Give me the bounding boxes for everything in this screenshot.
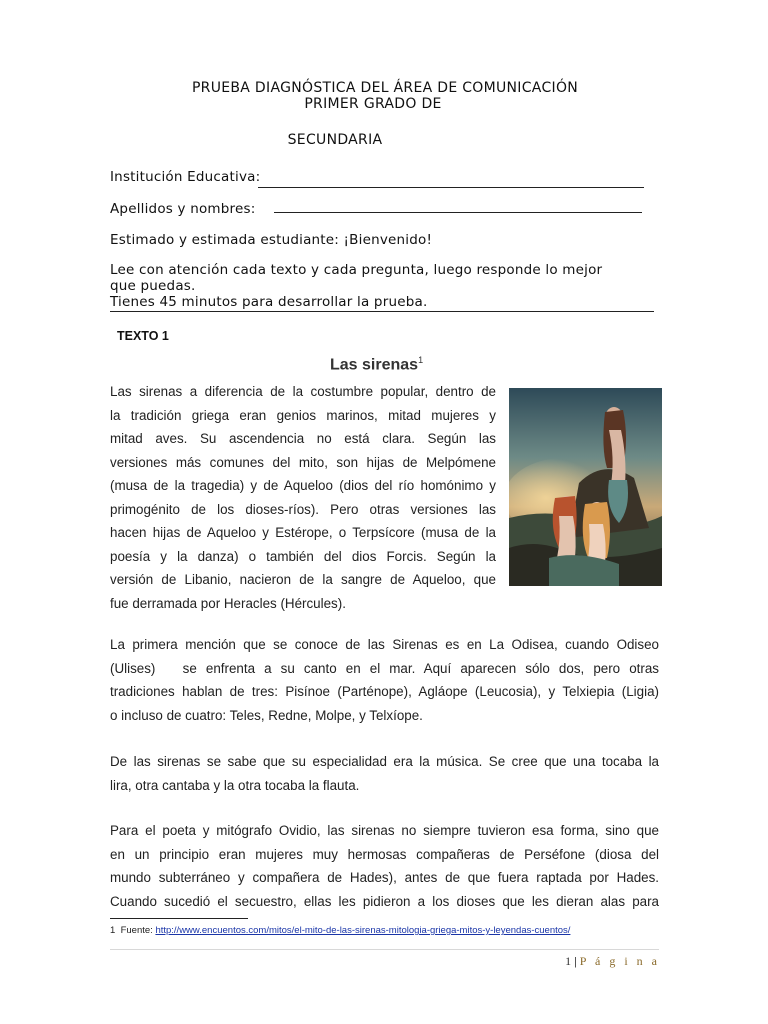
p2-line: La primera mención que se conoce de las Sirenas es en La Odisea, cuando Odiseo — [110, 637, 659, 652]
apellidos-line[interactable] — [274, 212, 642, 213]
title-line-1: PRUEBA DIAGNÓSTICA DEL ÁREA DE COMUNICACIÓN — [191, 80, 579, 96]
p4-line: en un principio eran mujeres muy hermosas compañeras de Perséfone (diosa del — [110, 846, 659, 862]
paragraph-4 — [110, 819, 659, 913]
p1-line: (musa de la tragedia) y de Aqueloo (dios del río homónimo y — [110, 478, 496, 493]
p2-line: tradiciones hablan de tres: Pisínoe (Parténope), Agláope (Leucosia), y Telxiepia (Ligia) — [110, 684, 659, 699]
instruction-underline — [110, 311, 654, 312]
p1-line: poesía y la danza) o también del dios Forcis. Según la — [110, 548, 496, 564]
title-line-2: PRIMER GRADO DE — [304, 96, 442, 112]
title-line-3: SECUNDARIA — [287, 132, 383, 148]
p4-line: Cuando sucedió el secuestro, ellas les pidieron a los dioses que les dieran alas para — [110, 893, 659, 909]
greeting-text: Estimado y estimada estudiante: ¡Bienvenido! — [110, 232, 433, 248]
p2-line: (Ulises) se enfrenta a su canto en el mar. Aquí aparecen sólo dos, pero otras — [110, 660, 659, 676]
footnote-separator — [110, 918, 248, 919]
p1-line: hacen hijas de Aqueloo y Estérope, o Terpsícore (musa de la — [110, 525, 496, 540]
page-number-separator: | — [574, 954, 577, 968]
apellidos-label: Apellidos y nombres: — [110, 201, 256, 217]
sirenas-image — [509, 388, 662, 586]
p1-line: primogénito de los dioses-ríos). Pero otras versiones las — [110, 501, 496, 517]
texto-label: TEXTO 1 — [117, 329, 169, 343]
texto-title-text: Las sirenas — [330, 356, 419, 374]
paragraph-3 — [110, 750, 659, 797]
p1-line: versión de Libanio, nacieron de la sangre de Aqueloo, que — [110, 572, 496, 587]
page-label: P á g i n a — [579, 954, 660, 968]
p4-line: Para el poeta y mitógrafo Ovidio, las sirenas no siempre tuvieron esa forma, sino que — [110, 823, 659, 838]
p2-line: o incluso de cuatro: Teles, Redne, Molpe, y Telxíope. — [110, 707, 423, 723]
p1-line: fue derramada por Heracles (Hércules). — [110, 595, 346, 611]
footer-separator — [110, 949, 659, 950]
p3-line: lira, otra cantaba y la otra tocaba la flauta. — [110, 777, 360, 793]
instruction-line-2: que puedas. — [110, 278, 196, 294]
footnote-number: 1 — [110, 925, 116, 936]
paragraph-2 — [110, 633, 659, 727]
instruction-line-1: Lee con atención cada texto y cada pregunta, luego responde lo mejor — [110, 262, 603, 278]
footnote-prefix: Fuente: — [120, 925, 153, 936]
p1-line: la tradición griega eran genios marinos, mitad mujeres y — [110, 407, 496, 423]
p4-line: mundo subterráneo y compañera de Hades), antes de que fuera raptada por Hades. — [110, 870, 659, 885]
paragraph-1 — [110, 380, 496, 615]
page-number-value: 1 — [565, 954, 572, 968]
footnote — [110, 925, 570, 936]
texto-title — [330, 355, 423, 374]
footnote-ref: 1 — [418, 355, 424, 365]
p1-line: mitad aves. Su ascendencia no está clara. Según las — [110, 431, 496, 446]
footnote-link[interactable]: http://www.encuentos.com/mitos/el-mito-de-las-sirenas-mitologia-griega-mitos-y-leyendas-cuentos/ — [155, 925, 571, 936]
p1-line: versiones más comunes del mito, son hijas de Melpómene — [110, 454, 496, 470]
sirenas-illustration-svg — [509, 388, 662, 586]
page-number — [560, 954, 660, 969]
p1-line: Las sirenas a diferencia de la costumbre popular, dentro de — [110, 384, 496, 399]
instruction-line-3: Tienes 45 minutos para desarrollar la prueba. — [110, 294, 428, 310]
p3-line: De las sirenas se sabe que su especialidad era la música. Se cree que una tocaba la — [110, 754, 659, 769]
institucion-label: Institución Educativa: — [110, 169, 261, 185]
institucion-line[interactable] — [258, 187, 644, 188]
